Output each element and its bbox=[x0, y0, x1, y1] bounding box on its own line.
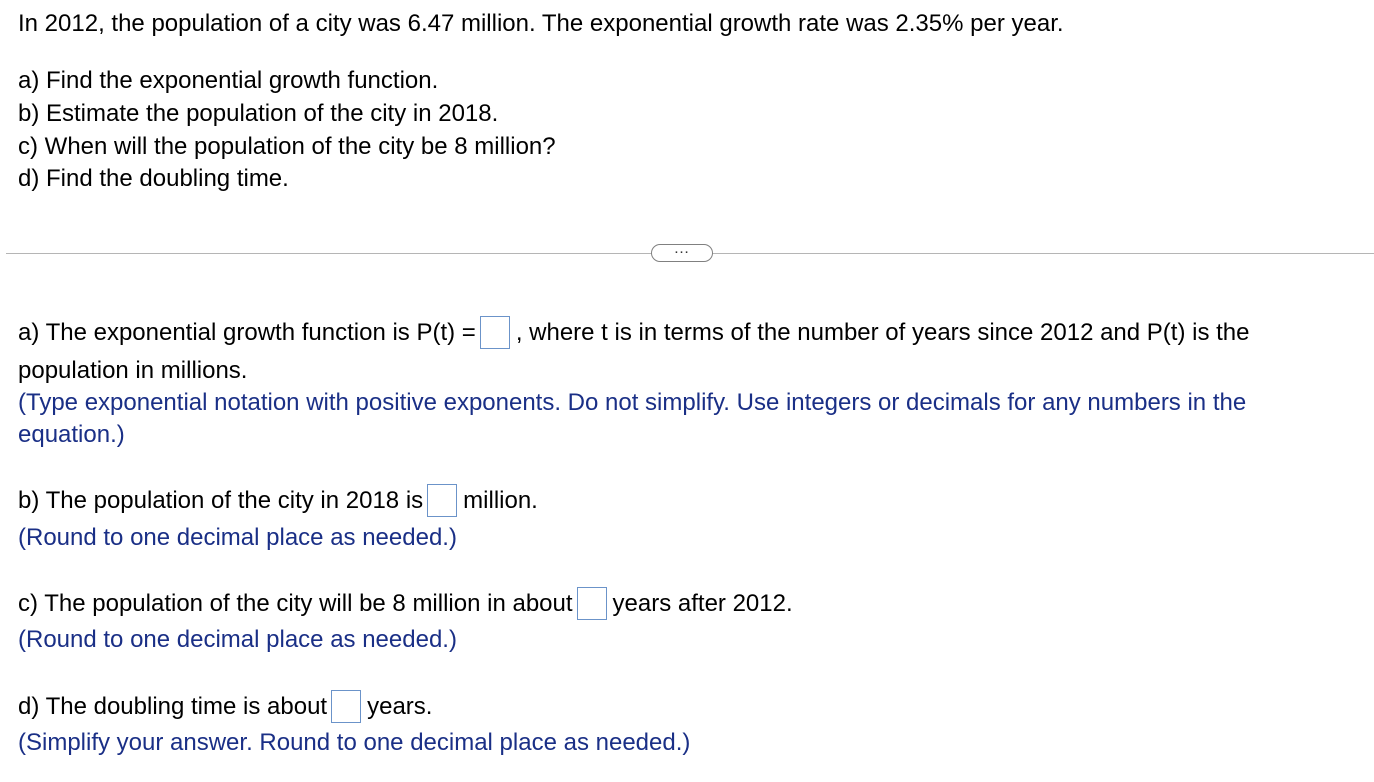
question-intro: In 2012, the population of a city was 6.47 million. The exponential growth rate was 2.35% per year. bbox=[18, 10, 1064, 37]
answer-b-suffix: million. bbox=[463, 487, 538, 514]
answer-c-hint: (Round to one decimal place as needed.) bbox=[18, 626, 457, 653]
question-part-c: c) When will the population of the city be 8 million? bbox=[18, 133, 556, 160]
answer-a-row bbox=[18, 316, 1250, 349]
answer-c-suffix: years after 2012. bbox=[612, 590, 793, 617]
answer-a-hint-line1: (Type exponential notation with positive exponents. Do not simplify. Use integers or decimals for any numbers in the bbox=[18, 389, 1247, 416]
question-part-b: b) Estimate the population of the city in 2018. bbox=[18, 100, 499, 127]
answer-a-input[interactable] bbox=[480, 316, 510, 349]
ellipsis-icon: … bbox=[673, 240, 691, 257]
answer-c-input[interactable] bbox=[577, 587, 607, 620]
answer-a-suffix: , where t is in terms of the number of years since 2012 and P(t) is the bbox=[515, 319, 1250, 346]
answer-c-row bbox=[18, 587, 793, 620]
answer-b-input[interactable] bbox=[427, 484, 457, 517]
answer-b-prompt: b) The population of the city in 2018 is bbox=[18, 487, 424, 514]
answer-d-input[interactable] bbox=[331, 690, 361, 723]
answer-d-suffix: years. bbox=[367, 693, 433, 720]
answer-a-prompt: a) The exponential growth function is P(t) = bbox=[18, 319, 476, 346]
question-part-d: d) Find the doubling time. bbox=[18, 165, 289, 192]
more-options-button[interactable] bbox=[651, 240, 713, 262]
answer-b-row bbox=[18, 484, 538, 517]
answer-b-hint: (Round to one decimal place as needed.) bbox=[18, 524, 457, 551]
answer-d-prompt: d) The doubling time is about bbox=[18, 693, 328, 720]
answer-d-row bbox=[18, 690, 432, 723]
question-part-a: a) Find the exponential growth function. bbox=[18, 67, 439, 94]
answer-a-hint-line2: equation.) bbox=[18, 421, 125, 448]
answer-a-line2: population in millions. bbox=[18, 357, 248, 384]
answer-d-hint: (Simplify your answer. Round to one decimal place as needed.) bbox=[18, 729, 691, 756]
answer-c-prompt: c) The population of the city will be 8 million in about bbox=[18, 590, 573, 617]
